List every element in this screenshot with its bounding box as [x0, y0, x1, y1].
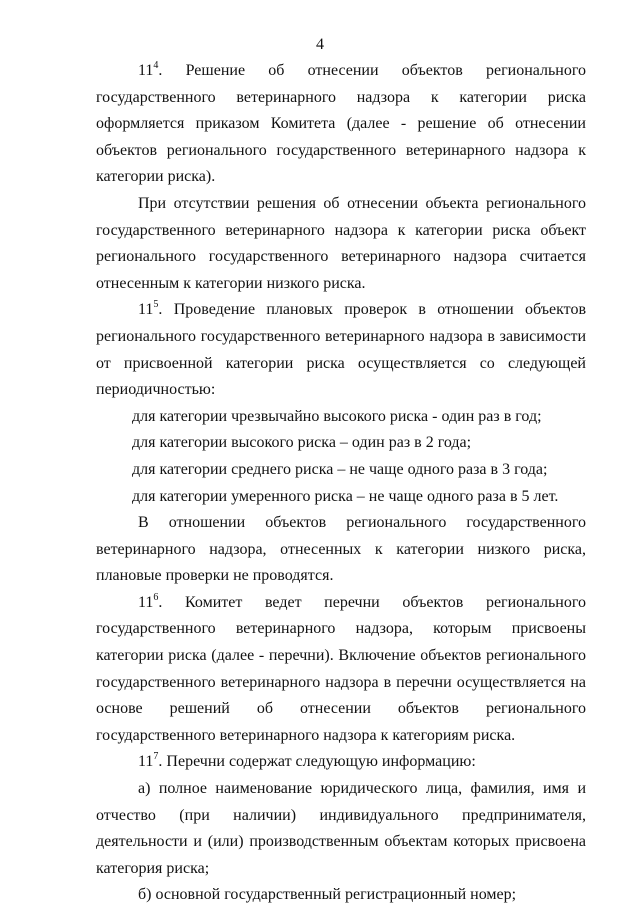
clause-number: 11 [138, 301, 154, 319]
list-item-b: б) основной государственный регистрационный номер; [138, 886, 517, 904]
paragraph-no-decision: При отсутствии решения об отнесении объекта регионального государственного ветеринарного надзора к категории риска объект регионального государственного ветеринарного надзора считается отнесенным к категории низкого риска. [96, 194, 586, 292]
paragraph-low-risk: В отношении объектов регионального государственного ветеринарного надзора, отнесенных к категории низкого риска, плановые проверки не проводятся. [96, 514, 586, 585]
clause-number: 11 [138, 753, 154, 771]
paragraph-11-4 [96, 58, 586, 191]
document-body [96, 58, 586, 909]
clause-superscript: 5 [153, 299, 159, 311]
clause-number: 11 [138, 593, 154, 611]
list-item-high-risk: для категории высокого риска – один раз в 2 года; [132, 434, 472, 452]
clause-superscript: 6 [153, 591, 159, 603]
paragraph-text: . Комитет ведет перечни объектов регионального государственного ветеринарного надзора, которым присвоены категории риска (далее - перечни). Включение объектов регионального государственного ветеринарного надзора в перечни осуществляется на основе решений об отнесении объектов регионального государственного ветеринарного надзора к категориям риска. [96, 593, 586, 744]
list-item-moderate-risk: для категории умеренного риска – не чаще одного раза в 5 лет. [132, 487, 559, 505]
clause-superscript: 4 [153, 59, 159, 71]
clause-superscript: 7 [153, 751, 159, 763]
paragraph-text: . Перечни содержат следующую информацию: [158, 753, 476, 771]
clause-number: 11 [138, 62, 154, 79]
paragraph-text: . Проведение плановых проверок в отношении объектов регионального государственного ветеринарного надзора в зависимости от присвоенной категории риска осуществляется со следующей периодичностью: [96, 301, 586, 399]
list-item-extremely-high-risk: для категории чрезвычайно высокого риска - один раз в год; [132, 407, 542, 425]
paragraph-text: . Решение об отнесении объектов регионального государственного ветеринарного надзора к категории риска оформляется приказом Комитета (далее - решение об отнесении объектов регионального государственного ветеринарного надзора к категории риска). [96, 62, 586, 186]
paragraph-11-7 [96, 749, 586, 776]
page-number: 4 [316, 36, 324, 53]
list-item-a: а) полное наименование юридического лица, фамилия, имя и отчество (при наличии) индивидуального предпринимателя, деятельности и (или) производственным объектам которых присвоена категория риска; [96, 780, 586, 877]
list-item-medium-risk: для категории среднего риска – не чаще одного раза в 3 года; [132, 460, 548, 478]
paragraph-11-6 [96, 590, 586, 750]
paragraph-11-5 [96, 297, 586, 403]
